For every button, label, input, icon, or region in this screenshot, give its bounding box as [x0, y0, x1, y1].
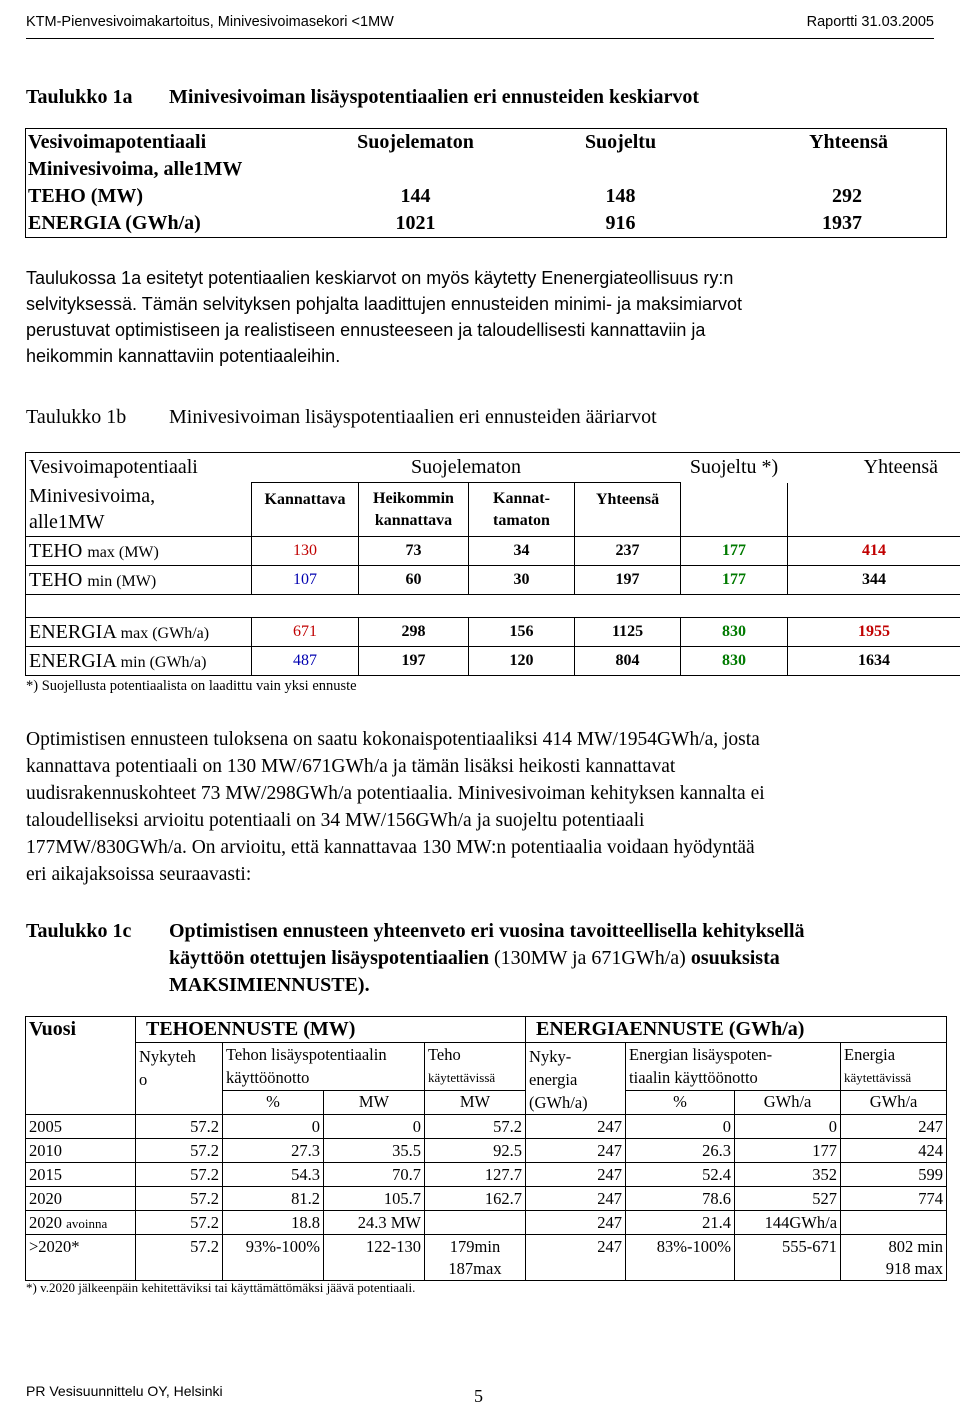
- row-unit: max (GWh/a): [121, 625, 209, 642]
- label-line: Energia: [844, 1043, 943, 1066]
- table-row: [26, 1139, 947, 1163]
- table-cell: 83%-100%: [626, 1235, 735, 1281]
- table-1a-title: Minivesivoiman lisäyspotentiaalien eri ennusteiden keskiarvot: [169, 86, 699, 108]
- year: 2015: [29, 1165, 62, 1184]
- table-cell: 144: [316, 183, 516, 210]
- table-1b-footnote: *) Suojellusta potentiaalista on laadittu vain yksi ennuste: [26, 678, 357, 695]
- table-cell: 671: [252, 618, 359, 647]
- table-cell: 177: [681, 566, 788, 595]
- label-line: Energian lisäyspoten-: [629, 1043, 837, 1066]
- table-cell: [26, 1043, 136, 1091]
- table-cell: [841, 1235, 947, 1281]
- label-line: Teho: [428, 1043, 522, 1066]
- table-cell: [469, 483, 575, 537]
- label-line: energia: [529, 1068, 622, 1091]
- table-1c-title: [169, 918, 805, 999]
- row-label: TEHO: [29, 540, 82, 562]
- table-1b-caption: [26, 406, 657, 429]
- caption-line: Optimistisen ennusteen yhteenveto eri vuosina tavoitteellisella kehityksellä: [169, 918, 805, 945]
- row-label: TEHO: [29, 569, 82, 591]
- table-row: [26, 156, 947, 183]
- table-cell: 1937: [726, 210, 947, 238]
- table-row: [26, 129, 947, 157]
- table-cell: Vesivoimapotentiaali: [26, 129, 316, 157]
- header-date: Raportti 31.03.2005: [807, 14, 934, 30]
- table-cell: 298: [359, 618, 469, 647]
- row-unit: min (MW): [87, 573, 156, 590]
- label-line: 187max: [428, 1258, 522, 1280]
- table-cell: 424: [841, 1139, 947, 1163]
- table-cell: 60: [359, 566, 469, 595]
- label-line: Nyky-: [529, 1045, 622, 1068]
- table-1a-number: Taulukko 1a: [26, 86, 169, 109]
- table-cell: 599: [841, 1163, 947, 1187]
- table-1c-number: Taulukko 1c: [26, 918, 169, 945]
- table-cell: Vuosi: [26, 1017, 136, 1043]
- table-cell: 21.4: [626, 1211, 735, 1235]
- row-unit: min (GWh/a): [121, 654, 207, 671]
- label-line: käyttöönotto: [226, 1066, 421, 1089]
- table-cell: %: [223, 1090, 324, 1114]
- table-cell: 107: [252, 566, 359, 595]
- table-cell: [425, 1235, 526, 1281]
- label-line: tamaton: [469, 510, 574, 532]
- table-cell: [626, 1043, 841, 1091]
- table-row: [26, 183, 947, 210]
- table-cell: 57.2: [136, 1187, 223, 1211]
- table-cell: [788, 483, 960, 537]
- table-row: [26, 1163, 947, 1187]
- table-cell: 52.4: [626, 1163, 735, 1187]
- table-cell: 916: [516, 210, 726, 238]
- table-cell: 804: [575, 647, 681, 676]
- table-cell: [26, 595, 960, 618]
- table-cell: 237: [575, 537, 681, 566]
- table-cell: [26, 1163, 136, 1187]
- table-cell: 177: [735, 1139, 841, 1163]
- table-cell: 247: [526, 1235, 626, 1281]
- text-line: taloudelliseksi arvioitu potentiaali on 34 MW/156GWh/a ja suojeltu potentiaali: [26, 807, 926, 834]
- table-cell: Vesivoimapotentiaali: [26, 453, 252, 483]
- table-1b-title: Minivesivoiman lisäyspotentiaalien eri ennusteiden ääriarvot: [169, 406, 657, 428]
- table-1c-caption: [26, 918, 805, 999]
- table-cell: 247: [526, 1139, 626, 1163]
- table-cell: 1021: [316, 210, 516, 238]
- caption-part: käyttöön otettujen lisäyspotentiaalien: [169, 947, 489, 969]
- caption-part: (130MW ja 671GWh/a): [489, 947, 691, 969]
- table-cell: 774: [841, 1187, 947, 1211]
- year: 2020: [29, 1189, 62, 1208]
- table-cell: 247: [841, 1115, 947, 1139]
- table-row: [26, 1017, 947, 1043]
- table-cell: [26, 537, 252, 566]
- table-cell: MW: [425, 1090, 526, 1114]
- table-cell: 555-671: [735, 1235, 841, 1281]
- table-1c: [25, 1016, 947, 1281]
- label-line: Heikommin: [359, 488, 468, 510]
- table-row: [26, 453, 960, 483]
- table-cell: 93%-100%: [223, 1235, 324, 1281]
- caption-part: osuuksista: [691, 947, 780, 969]
- table-cell: 162.7: [425, 1187, 526, 1211]
- table-cell: 1955: [788, 618, 960, 647]
- table-cell: 92.5: [425, 1139, 526, 1163]
- table-cell: [223, 1043, 425, 1091]
- table-cell: 292: [726, 183, 947, 210]
- table-cell: %: [626, 1090, 735, 1114]
- table-cell: 0: [223, 1115, 324, 1139]
- table-row: [26, 1043, 947, 1091]
- page-header: [26, 14, 934, 38]
- table-cell: 57.2: [425, 1115, 526, 1139]
- table-row: [26, 537, 960, 566]
- table-1c-footnote: *) v.2020 jälkeenpäin kehitettäviksi tai käyttämättömäksi jäävä potentiaali.: [26, 1280, 415, 1296]
- table-cell: 344: [788, 566, 960, 595]
- text-line: kannattava potentiaali on 130 MW/671GWh/a ja tämän lisäksi heikosti kannattavat: [26, 753, 926, 780]
- table-cell: 30: [469, 566, 575, 595]
- table-cell: [26, 1090, 136, 1114]
- caption-line: [169, 945, 805, 972]
- text-line: Optimistisen ennusteen tuloksena on saatu kokonaispotentiaaliksi 414 MW/1954GWh/a, josta: [26, 726, 926, 753]
- table-cell: 78.6: [626, 1187, 735, 1211]
- table-cell: 1125: [575, 618, 681, 647]
- table-cell: [26, 1115, 136, 1139]
- table-cell: 0: [735, 1115, 841, 1139]
- table-cell: 247: [526, 1211, 626, 1235]
- table-cell: 73: [359, 537, 469, 566]
- label-line: o: [139, 1068, 219, 1091]
- footer-company: PR Vesisuunnittelu OY, Helsinki: [26, 1383, 223, 1399]
- text-line: Taulukossa 1a esitetyt potentiaalien keskiarvot on myös käytetty Enenergiateollisuus ry:n: [26, 265, 926, 291]
- table-row: [26, 1115, 947, 1139]
- table-cell: >2020*: [26, 1235, 136, 1281]
- table-cell: 57.2: [136, 1211, 223, 1235]
- table-cell: Yhteensä: [575, 483, 681, 537]
- table-cell: 127.7: [425, 1163, 526, 1187]
- table-cell: Suojeltu *): [681, 453, 788, 483]
- table-cell: 24.3 MW: [324, 1211, 425, 1235]
- table-cell: 27.3: [223, 1139, 324, 1163]
- label-line: (GWh/a): [529, 1091, 622, 1114]
- table-1a: [25, 128, 947, 238]
- header-rule: [26, 38, 934, 39]
- table-cell: [841, 1043, 947, 1091]
- year: 2005: [29, 1117, 62, 1136]
- table-cell: [681, 483, 788, 537]
- label-line: tiaalin käyttöönotto: [629, 1066, 837, 1089]
- row-label: ENERGIA: [29, 621, 116, 643]
- text-line: perustuvat optimistiseen ja realistiseen ennusteeseen ja taloudellisesti kannattaviin ja: [26, 317, 926, 343]
- paragraph-1: [26, 265, 926, 369]
- table-cell: MW: [324, 1090, 425, 1114]
- table-cell: 130: [252, 537, 359, 566]
- label-line: Nykyteh: [139, 1045, 219, 1068]
- page-number: 5: [474, 1386, 483, 1407]
- table-cell: 57.2: [136, 1139, 223, 1163]
- table-row: [26, 1235, 947, 1281]
- table-cell: GWh/a: [841, 1090, 947, 1114]
- row-label: ENERGIA: [29, 650, 116, 672]
- label-line: kannattava: [359, 510, 468, 532]
- table-cell: [26, 566, 252, 595]
- table-cell: [841, 1211, 947, 1235]
- label-line: käytettävissä: [844, 1066, 943, 1089]
- year-note: avoinna: [66, 1216, 107, 1231]
- table-cell: TEHO (MW): [26, 183, 316, 210]
- table-row: [26, 647, 960, 676]
- table-cell: [526, 1043, 626, 1115]
- table-cell: 57.2: [136, 1115, 223, 1139]
- table-cell: [425, 1211, 526, 1235]
- table-row: [26, 618, 960, 647]
- table-cell: [26, 1187, 136, 1211]
- table-cell: 414: [788, 537, 960, 566]
- text-line: eri aikajaksoissa seuraavasti:: [26, 861, 926, 888]
- label-line: 179min: [428, 1236, 522, 1258]
- table-cell: [26, 483, 252, 537]
- table-cell: 54.3: [223, 1163, 324, 1187]
- table-cell: 18.8: [223, 1211, 324, 1235]
- table-cell: Suojelematon: [252, 453, 681, 483]
- label-line: 918 max: [844, 1258, 943, 1280]
- table-cell: Minivesivoima, alle1MW: [26, 156, 947, 183]
- table-row: [26, 1187, 947, 1211]
- table-1b-number: Taulukko 1b: [26, 406, 169, 429]
- year: 2010: [29, 1141, 62, 1160]
- table-cell: 487: [252, 647, 359, 676]
- table-cell: 122-130: [324, 1235, 425, 1281]
- table-cell: 70.7: [324, 1163, 425, 1187]
- table-cell: 156: [469, 618, 575, 647]
- text-line: heikommin kannattaviin potentiaaleihin.: [26, 343, 926, 369]
- label-line: Minivesivoima,: [29, 483, 251, 509]
- table-cell: 352: [735, 1163, 841, 1187]
- table-cell: Yhteensä: [788, 453, 960, 483]
- table-cell: 26.3: [626, 1139, 735, 1163]
- table-cell: 34: [469, 537, 575, 566]
- table-row: [26, 483, 960, 537]
- table-cell: [359, 483, 469, 537]
- table-cell: 247: [526, 1187, 626, 1211]
- table-row: [26, 210, 947, 238]
- label-line: 802 min: [844, 1236, 943, 1258]
- table-cell: TEHOENNUSTE (MW): [136, 1017, 526, 1043]
- table-cell: Suojelematon: [316, 129, 516, 157]
- table-cell: ENERGIAENNUSTE (GWh/a): [526, 1017, 947, 1043]
- table-cell: 148: [516, 183, 726, 210]
- table-cell: 830: [681, 647, 788, 676]
- table-1a-caption: [26, 86, 699, 109]
- label-line: käytettävissä: [428, 1066, 522, 1089]
- table-cell: 197: [359, 647, 469, 676]
- table-cell: [26, 618, 252, 647]
- table-cell: Suojeltu: [516, 129, 726, 157]
- table-cell: 57.2: [136, 1235, 223, 1281]
- label-line: Kannat-: [469, 488, 574, 510]
- table-cell: 35.5: [324, 1139, 425, 1163]
- table-cell: 81.2: [223, 1187, 324, 1211]
- table-cell: 177: [681, 537, 788, 566]
- paragraph-2: [26, 726, 926, 888]
- text-line: selvityksessä. Tämän selvityksen pohjalta laadittujen ennusteiden minimi- ja maksimiarvot: [26, 291, 926, 317]
- table-cell: Yhteensä: [726, 129, 947, 157]
- table-cell: 1634: [788, 647, 960, 676]
- table-cell: 830: [681, 618, 788, 647]
- table-cell: [26, 1139, 136, 1163]
- table-cell: GWh/a: [735, 1090, 841, 1114]
- header-title: KTM-Pienvesivoimakartoitus, Minivesivoimasekori <1MW: [26, 14, 394, 30]
- table-cell: 120: [469, 647, 575, 676]
- caption-line: MAKSIMIENNUSTE).: [169, 972, 805, 999]
- table-cell: 0: [626, 1115, 735, 1139]
- table-row: [26, 1211, 947, 1235]
- text-line: uudisrakennuskohteet 73 MW/298GWh/a potentiaalia. Minivesivoiman kehityksen kannalta ei: [26, 780, 926, 807]
- table-cell: 144GWh/a: [735, 1211, 841, 1235]
- table-cell: 247: [526, 1163, 626, 1187]
- label-line: Tehon lisäyspotentiaalin: [226, 1043, 421, 1066]
- table-cell: [26, 647, 252, 676]
- table-cell: 57.2: [136, 1163, 223, 1187]
- text-line: 177MW/830GWh/a. On arvioitu, että kannattavaa 130 MW:n potentiaalia voidaan hyödyntää: [26, 834, 926, 861]
- table-cell: [26, 1211, 136, 1235]
- table-cell: [136, 1043, 223, 1115]
- table-1b: [25, 452, 960, 676]
- row-unit: max (MW): [87, 544, 159, 561]
- table-row: [26, 566, 960, 595]
- table-cell: ENERGIA (GWh/a): [26, 210, 316, 238]
- table-cell: Kannattava: [252, 483, 359, 537]
- table-cell: [425, 1043, 526, 1091]
- year: 2020: [29, 1213, 62, 1232]
- table-cell: 247: [526, 1115, 626, 1139]
- table-cell: 197: [575, 566, 681, 595]
- table-cell: 0: [324, 1115, 425, 1139]
- label-line: alle1MW: [29, 509, 251, 535]
- table-cell: 105.7: [324, 1187, 425, 1211]
- table-cell: 527: [735, 1187, 841, 1211]
- table-row-spacer: [26, 595, 960, 618]
